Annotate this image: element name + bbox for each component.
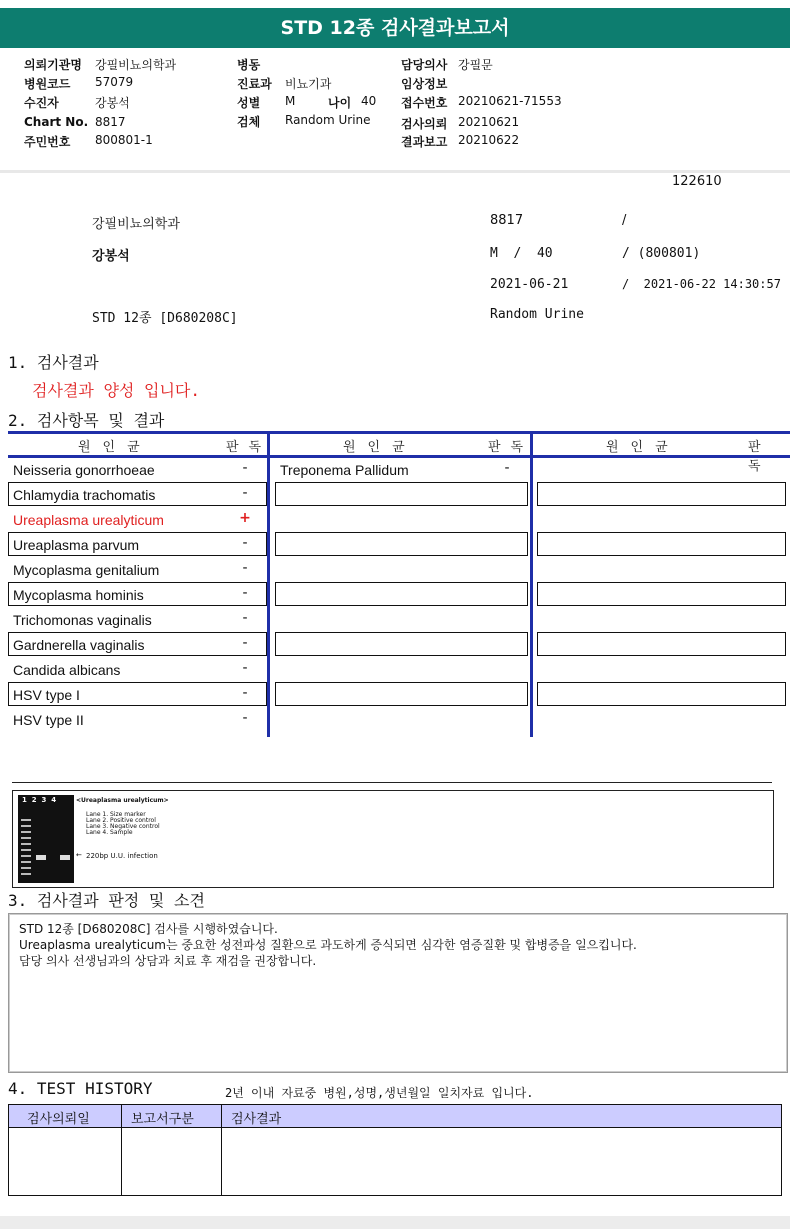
pathogen-judge: - bbox=[242, 535, 248, 551]
pathogen-judge: - bbox=[242, 460, 248, 476]
pathogen-judge: - bbox=[242, 560, 248, 576]
col1-pathogen-header: 원인균 bbox=[78, 440, 152, 455]
institution-label: 의뢰기관명 bbox=[24, 58, 82, 72]
pathogen-name: Treponema Pallidum bbox=[280, 462, 409, 478]
history-col-divider bbox=[221, 1105, 222, 1195]
history-col-result: 검사결과 bbox=[231, 1112, 282, 1127]
size-marker-ladder bbox=[21, 815, 31, 875]
gel-lane-1: Lane 1. Size marker bbox=[86, 811, 146, 818]
pathogen-name: Ureaplasma parvum bbox=[13, 537, 140, 553]
pathogen-judge: - bbox=[242, 585, 248, 601]
gel-arrow-icon: ← bbox=[76, 851, 82, 859]
gel-image-frame bbox=[12, 790, 774, 888]
pathogen-judge: - bbox=[242, 635, 248, 651]
patient-info bbox=[0, 56, 790, 166]
receipt-label: 접수번호 bbox=[401, 96, 448, 110]
specimen-label: 검체 bbox=[237, 115, 261, 129]
print-date-request: 2021-06-21 bbox=[490, 277, 569, 292]
rrn-value: 800801-1 bbox=[95, 133, 153, 147]
row-box bbox=[537, 532, 786, 556]
section1-title: 1. 검사결과 bbox=[8, 353, 99, 372]
page-footer-band bbox=[0, 1216, 790, 1229]
col3-pathogen-header: 원인균 bbox=[606, 440, 680, 455]
gel-lane-numbers: 1 2 3 4 bbox=[22, 796, 57, 804]
result-summary: 검사결과 양성 입니다. bbox=[32, 381, 201, 400]
pathogen-judge: - bbox=[242, 710, 248, 726]
print-specimen: Random Urine bbox=[490, 307, 584, 322]
sample-band bbox=[60, 855, 70, 860]
col2-pathogen-header: 원인균 bbox=[343, 440, 417, 455]
findings-box bbox=[8, 913, 788, 1073]
gel-arrow-label: 220bp U.U. infection bbox=[86, 852, 158, 860]
age-label: 나이 bbox=[328, 96, 352, 110]
print-rrn: / (800801) bbox=[622, 246, 701, 261]
report-label: 결과보고 bbox=[401, 135, 448, 149]
gel-lane-2: Lane 2. Positive control bbox=[86, 817, 156, 824]
row-box bbox=[537, 582, 786, 606]
print-slash: / bbox=[622, 213, 627, 228]
pathogen-name: Gardnerella vaginalis bbox=[13, 637, 145, 653]
history-note: 2년 이내 자료중 병원,성명,생년월일 일치자료 입니다. bbox=[225, 1086, 534, 1100]
column-divider-2 bbox=[530, 431, 533, 737]
print-code: 122610 bbox=[672, 174, 722, 189]
report-value: 20210622 bbox=[458, 133, 520, 147]
gel-title: <Ureaplasma urealyticum> bbox=[76, 797, 169, 804]
history-col-report-type: 보고서구분 bbox=[131, 1112, 194, 1127]
findings-line: STD 12종 [D680208C] 검사를 시행하였습니다. bbox=[19, 922, 278, 936]
col2-judge-header: 판독 bbox=[488, 440, 534, 455]
pathogen-judge: - bbox=[242, 660, 248, 676]
print-test: STD 12종 [D680208C] bbox=[92, 311, 238, 326]
gel-electrophoresis-image bbox=[18, 795, 74, 883]
pathogen-name: Chlamydia trachomatis bbox=[13, 487, 156, 503]
pathogen-judge: - bbox=[242, 610, 248, 626]
gel-top-line bbox=[12, 782, 772, 783]
row-box bbox=[537, 632, 786, 656]
positive-band bbox=[36, 855, 46, 860]
ward-label: 병동 bbox=[237, 58, 261, 72]
dept-label: 진료과 bbox=[237, 77, 272, 91]
print-date-report: / 2021-06-22 14:30:57 bbox=[622, 277, 781, 291]
receipt-value: 20210621-71553 bbox=[458, 94, 562, 108]
request-value: 20210621 bbox=[458, 115, 520, 129]
pathogen-judge-positive: + bbox=[239, 510, 251, 526]
hospital-code-value: 57079 bbox=[95, 75, 134, 89]
section3-title: 3. 검사결과 판정 및 소견 bbox=[8, 891, 205, 910]
print-chart: 8817 bbox=[490, 213, 524, 228]
history-header-row bbox=[9, 1105, 781, 1128]
section2-title: 2. 검사항목 및 결과 bbox=[8, 411, 165, 430]
pathogen-name: HSV type II bbox=[13, 712, 84, 728]
patient-value: 강봉석 bbox=[95, 96, 130, 110]
row-box bbox=[537, 682, 786, 706]
sex-value: M bbox=[285, 94, 296, 108]
gel-lane-3: Lane 3. Negative control bbox=[86, 823, 160, 830]
history-col-request-date: 검사의뢰일 bbox=[27, 1112, 90, 1127]
pathogen-name: HSV type I bbox=[13, 687, 80, 703]
doctor-value: 강필문 bbox=[458, 58, 493, 72]
findings-text bbox=[19, 921, 637, 969]
column-divider-1 bbox=[267, 431, 270, 737]
sex-label: 성별 bbox=[237, 96, 261, 110]
pathogen-name: Trichomonas vaginalis bbox=[13, 612, 152, 628]
print-clinic: 강필비뇨의학과 bbox=[92, 217, 180, 232]
col1-judge-header: 판독 bbox=[226, 440, 272, 455]
print-sex-age: M / 40 bbox=[490, 246, 553, 261]
chart-label: Chart No. bbox=[24, 115, 89, 129]
table-top-border bbox=[8, 431, 790, 434]
rrn-label: 주민번호 bbox=[24, 135, 71, 149]
specimen-value: Random Urine bbox=[285, 113, 371, 127]
row-box bbox=[275, 682, 528, 706]
clinical-label: 임상정보 bbox=[401, 77, 448, 91]
pathogen-name: Mycoplasma genitalium bbox=[13, 562, 160, 578]
row-box bbox=[537, 482, 786, 506]
report-title: STD 12종 검사결과보고서 bbox=[0, 8, 790, 48]
section4-title: 4. TEST HISTORY bbox=[8, 1079, 153, 1098]
row-box bbox=[275, 532, 528, 556]
history-table bbox=[8, 1104, 782, 1196]
findings-line: 담당 의사 선생님과의 상담과 치료 후 재검을 권장합니다. bbox=[19, 954, 317, 968]
pathogen-name: Neisseria gonorrhoeae bbox=[13, 462, 155, 478]
col3-judge-header: 판독 bbox=[748, 440, 771, 474]
row-box bbox=[275, 482, 528, 506]
row-box bbox=[275, 582, 528, 606]
pathogen-name: Mycoplasma hominis bbox=[13, 587, 144, 603]
request-label: 검사의뢰 bbox=[401, 117, 448, 131]
gel-lane-4: Lane 4. Sample bbox=[86, 829, 133, 836]
patient-label: 수진자 bbox=[24, 96, 59, 110]
divider bbox=[0, 170, 790, 173]
pathogen-judge: - bbox=[242, 685, 248, 701]
doctor-label: 담당의사 bbox=[401, 58, 448, 72]
institution-value: 강필비뇨의학과 bbox=[95, 58, 177, 72]
pathogen-judge: - bbox=[242, 485, 248, 501]
print-patient: 강봉석 bbox=[92, 249, 130, 264]
history-col-divider bbox=[121, 1105, 122, 1195]
dept-value: 비뇨기과 bbox=[285, 77, 332, 91]
table-header-border bbox=[8, 455, 790, 458]
pathogen-name: Candida albicans bbox=[13, 662, 121, 678]
chart-value: 8817 bbox=[95, 115, 126, 129]
hospital-code-label: 병원코드 bbox=[24, 77, 71, 91]
row-box bbox=[275, 632, 528, 656]
findings-line: Ureaplasma urealyticum는 중요한 성전파성 질환으로 과도하게 증식되면 심각한 염증질환 및 합병증을 일으킵니다. bbox=[19, 938, 637, 952]
age-value: 40 bbox=[361, 94, 377, 108]
pathogen-name-positive: Ureaplasma urealyticum bbox=[13, 512, 164, 528]
pathogen-judge: - bbox=[504, 460, 510, 476]
